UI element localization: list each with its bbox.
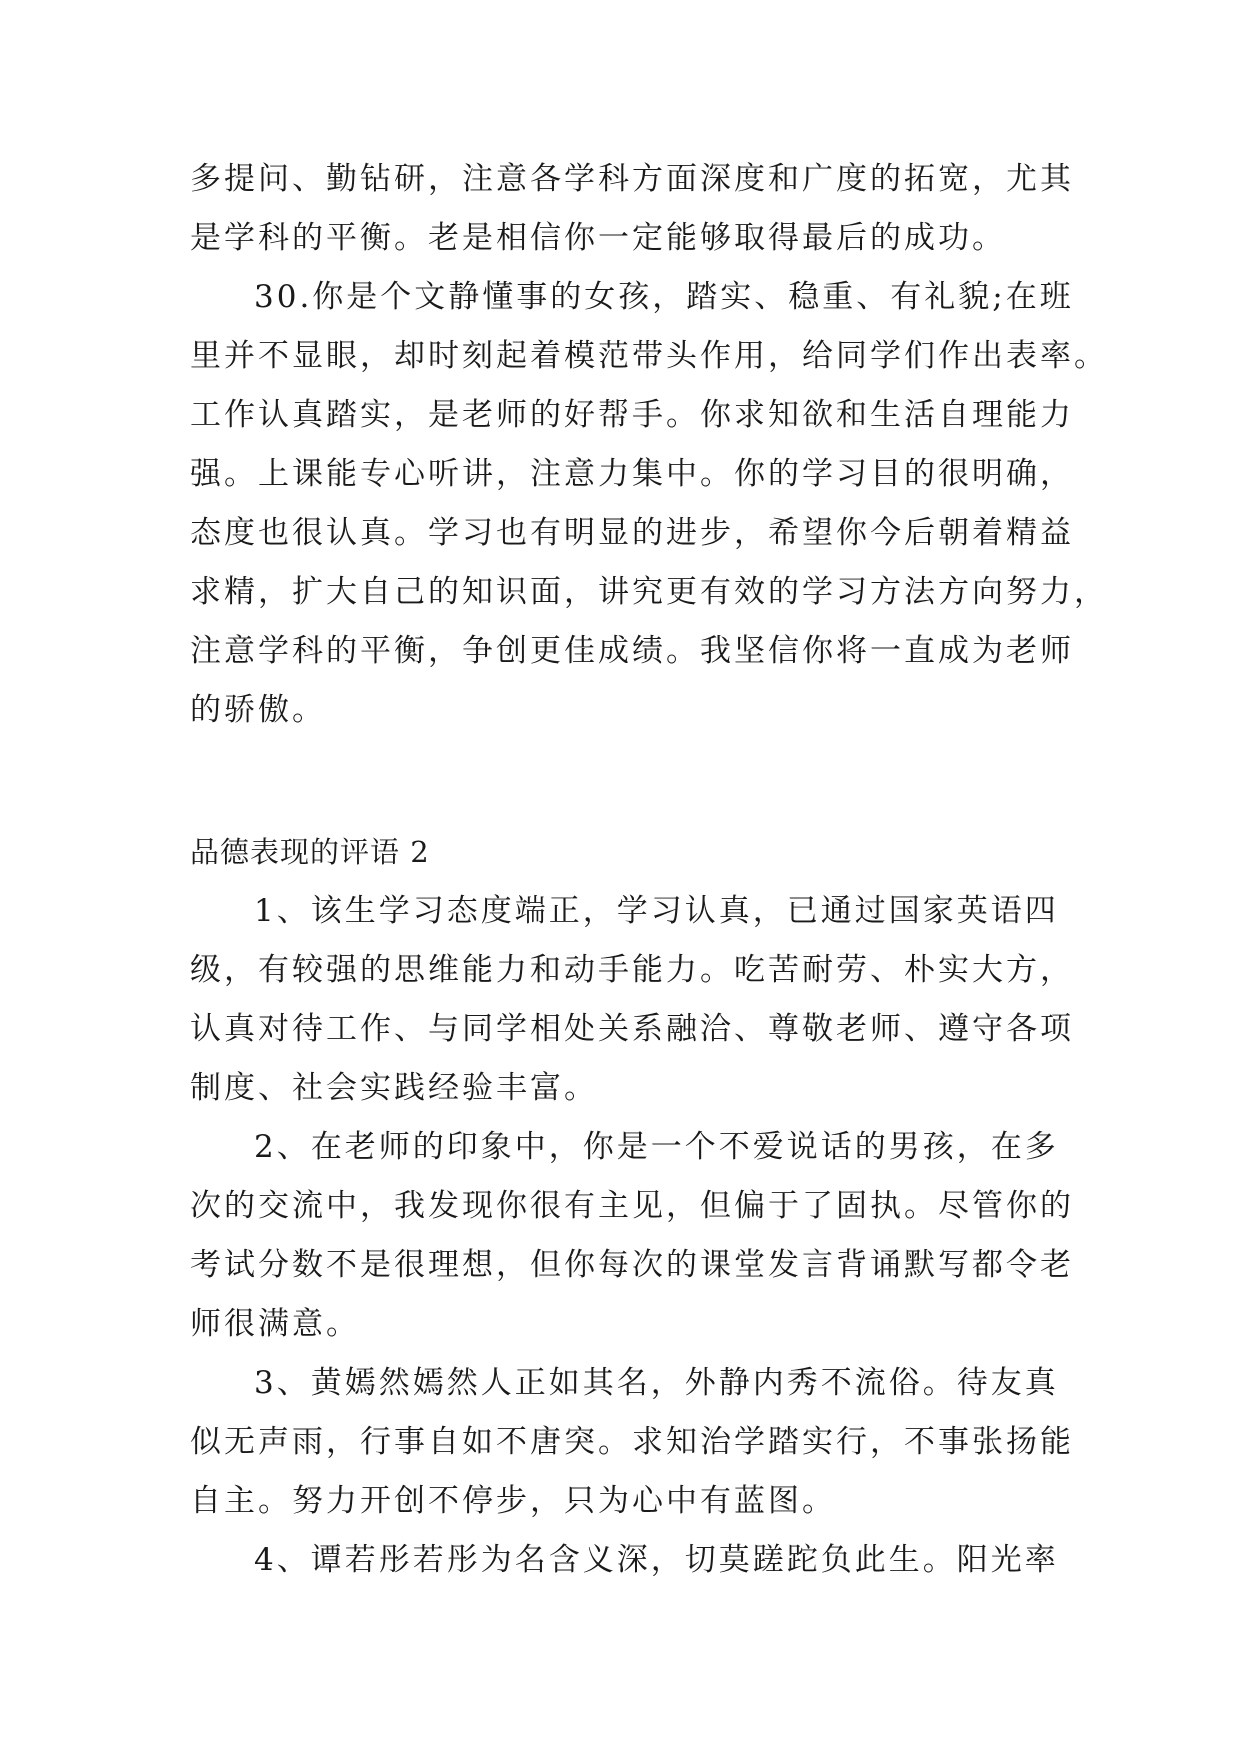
text-line: 似无声雨，行事自如不唐突。求知治学踏实行，不事张扬能 [190,1424,1074,1460]
text-line: 求精，扩大自己的知识面，讲究更有效的学习方法方向努力， [190,574,1108,610]
text-line: 师很满意。 [190,1306,360,1342]
text-line: 4、谭若彤若彤为名含义深，切莫蹉跎负此生。阳光率 [254,1542,1059,1578]
text-line: 多提问、勤钻研，注意各学科方面深度和广度的拓宽，尤其 [190,161,1074,197]
text-line: 次的交流中，我发现你很有主见，但偏于了固执。尽管你的 [190,1188,1074,1224]
paragraph-item-3 [190,1354,1074,1531]
section-heading: 品德表现的评语 2 [190,835,430,869]
text-line: 的骄傲。 [190,692,326,728]
text-line: 考试分数不是很理想，但你每次的课堂发言背诵默写都令老 [190,1247,1074,1283]
text-line: 认真对待工作、与同学相处关系融洽、尊敬老师、遵守各项 [190,1011,1074,1047]
document-page [190,150,1108,1590]
text-line: 自主。努力开创不停步，只为心中有蓝图。 [190,1483,836,1519]
text-line: 制度、社会实践经验丰富。 [190,1070,598,1106]
paragraph-item-1 [190,882,1074,1118]
text-line: 1、该生学习态度端正，学习认真，已通过国家英语四 [254,893,1059,929]
text-line: 3、黄嫣然嫣然人正如其名，外静内秀不流俗。待友真 [254,1365,1059,1401]
section-spacer [190,740,1060,823]
paragraph-item-4 [190,1531,1060,1590]
text-line: 态度也很认真。学习也有明显的进步，希望你今后朝着精益 [190,515,1074,551]
text-line: 工作认真踏实，是老师的好帮手。你求知欲和生活自理能力 [190,397,1074,433]
text-line: 是学科的平衡。老是相信你一定能够取得最后的成功。 [190,220,1006,256]
paragraph-item-2 [190,1118,1074,1354]
text-line: 级，有较强的思维能力和动手能力。吃苦耐劳、朴实大方， [190,952,1074,988]
text-line: 2、在老师的印象中，你是一个不爱说话的男孩，在多 [254,1129,1059,1165]
paragraph-item-30 [190,268,1108,740]
text-line: 强。上课能专心听讲，注意力集中。你的学习目的很明确， [190,456,1074,492]
paragraph-continued [190,150,1074,268]
text-line: 30.你是个文静懂事的女孩，踏实、稳重、有礼貌;在班 [254,279,1074,315]
text-line: 里并不显眼，却时刻起着模范带头作用，给同学们作出表率。 [190,338,1108,374]
text-line: 注意学科的平衡，争创更佳成绩。我坚信你将一直成为老师 [190,633,1074,669]
